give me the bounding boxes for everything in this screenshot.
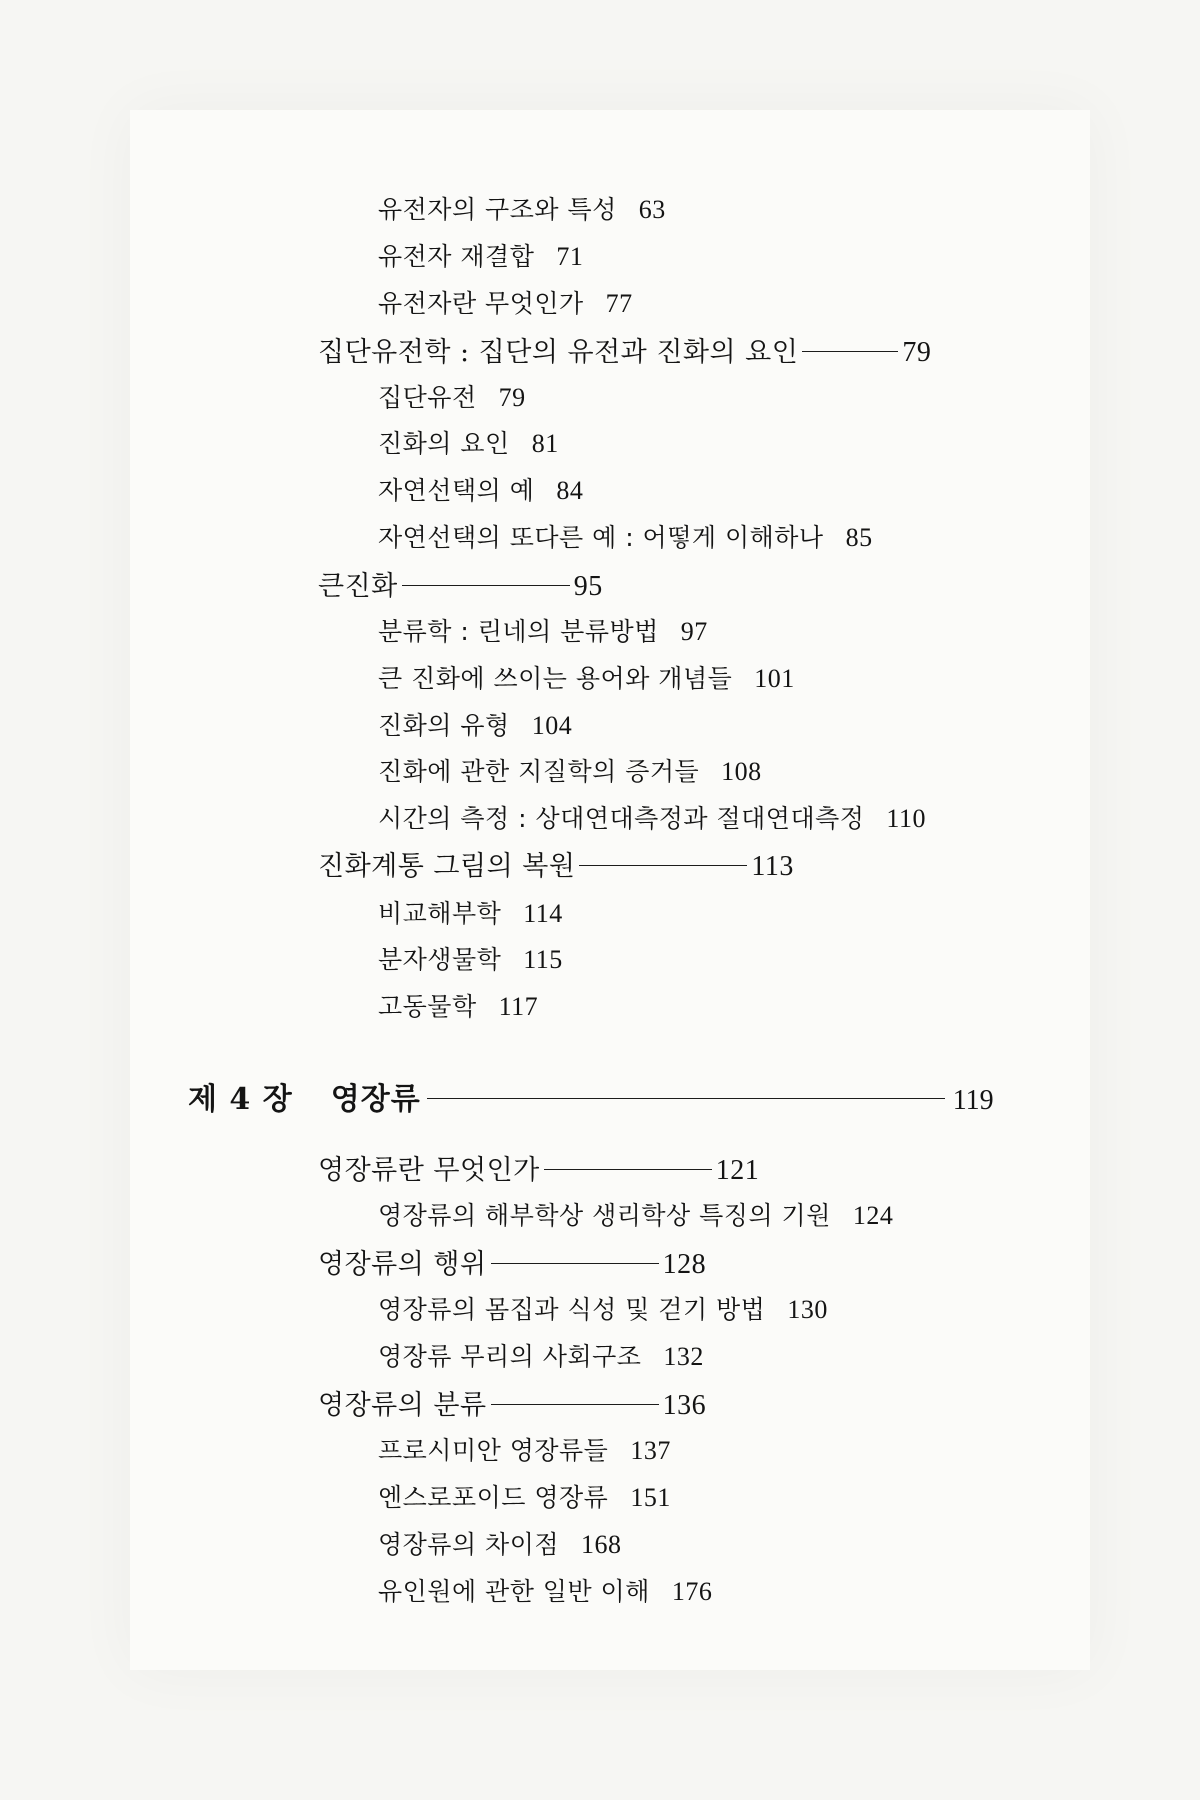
toc-chapter [188, 1074, 994, 1117]
toc-entry [378, 284, 633, 324]
toc-section-title: 영장류란 무엇인가 [318, 1155, 540, 1186]
toc-entry-title: 유전자란 무엇인가 [378, 289, 584, 318]
toc-entry [378, 237, 583, 277]
toc-entry-page: 117 [498, 992, 539, 1021]
toc-entry-page: 81 [531, 429, 559, 458]
toc-entry-title: 분자생물학 [378, 945, 502, 974]
toc-section [318, 564, 603, 604]
toc-entry-title: 영장류의 몸집과 식성 및 걷기 방법 [378, 1295, 766, 1324]
toc-entry [378, 894, 563, 934]
toc-entry-page: 176 [671, 1577, 713, 1606]
toc-entry [378, 1572, 712, 1612]
toc-section [318, 1148, 759, 1188]
toc-entry-title: 진화의 유형 [378, 711, 510, 740]
toc-entry-title: 유인원에 관한 일반 이해 [378, 1577, 650, 1606]
toc-entry-title: 진화의 요인 [378, 429, 510, 458]
toc-entry-title: 집단유전 [378, 383, 477, 412]
toc-entry [378, 799, 926, 839]
toc-section-page: 113 [751, 851, 794, 882]
toc-entry-page: 97 [680, 617, 708, 646]
toc-entry-page: 71 [556, 242, 584, 271]
toc-section [318, 1242, 706, 1282]
toc-entry-page: 63 [638, 195, 666, 224]
toc-section-page: 95 [573, 571, 603, 602]
toc-section-title: 진화계통 그림의 복원 [318, 851, 576, 882]
leader-line [579, 865, 747, 866]
toc-entry [378, 1478, 671, 1518]
toc-section-title: 집단유전학 : 집단의 유전과 진화의 요인 [318, 337, 799, 368]
toc-entry [378, 940, 563, 980]
toc-entry-page: 130 [787, 1295, 828, 1324]
toc-entry-title: 영장류 무리의 사회구조 [378, 1342, 642, 1371]
toc-entry-page: 151 [630, 1483, 671, 1512]
toc-section [318, 844, 794, 884]
toc-entry-title: 진화에 관한 지질학의 증거들 [378, 757, 700, 786]
toc-section [318, 330, 931, 370]
toc-entry-title: 고동물학 [378, 992, 477, 1021]
toc-entry-title: 유전자 재결합 [378, 242, 535, 271]
toc-entry [378, 1196, 893, 1236]
leader-line [802, 351, 898, 352]
toc-entry-title: 프로시미안 영장류들 [378, 1436, 609, 1465]
leader-line [491, 1404, 659, 1405]
toc-entry-page: 104 [531, 711, 573, 740]
leader-line [427, 1098, 945, 1099]
chapter-title: 영장류 [330, 1082, 421, 1117]
toc-section [318, 1383, 706, 1423]
leader-line [491, 1263, 659, 1264]
toc-entry [378, 1337, 704, 1377]
toc-entry-title: 자연선택의 또다른 예 : 어떻게 이해하나 [378, 523, 824, 552]
toc-entry-page: 124 [852, 1201, 894, 1230]
toc-entry-page: 114 [523, 899, 563, 928]
toc-entry-page: 115 [523, 945, 563, 974]
chapter-number: 제 4 장 [188, 1082, 293, 1117]
toc-entry-title: 영장류의 차이점 [378, 1530, 559, 1559]
toc-section-title: 큰진화 [318, 571, 398, 602]
toc-entry [378, 706, 572, 746]
toc-entry [378, 752, 762, 792]
toc-entry [378, 612, 708, 652]
toc-entry [378, 471, 583, 511]
toc-section-page: 136 [662, 1390, 707, 1421]
toc-section-page: 121 [715, 1155, 760, 1186]
toc-entry [378, 518, 873, 558]
toc-entry [378, 659, 795, 699]
toc-entry-page: 110 [886, 804, 926, 833]
toc-entry [378, 378, 526, 418]
toc-section-page: 128 [662, 1249, 707, 1280]
toc-entry-title: 큰 진화에 쓰이는 용어와 개념들 [378, 664, 733, 693]
toc-entry-title: 시간의 측정 : 상대연대측정과 절대연대측정 [378, 804, 865, 833]
toc-entry-page: 79 [498, 383, 526, 412]
toc-entry-page: 168 [581, 1530, 622, 1559]
toc-entry [378, 1525, 622, 1565]
toc-entry-page: 132 [663, 1342, 704, 1371]
toc-entry [378, 190, 666, 230]
toc-entry-page: 77 [605, 289, 633, 318]
toc-section-page: 79 [902, 337, 932, 368]
toc-entry-page: 137 [630, 1436, 671, 1465]
toc-entry-page: 84 [556, 476, 584, 505]
toc-entry-title: 분류학 : 린네의 분류방법 [378, 617, 659, 646]
toc-section-title: 영장류의 분류 [318, 1390, 487, 1421]
toc-entry-title: 자연선택의 예 [378, 476, 535, 505]
toc-section-title: 영장류의 행위 [318, 1249, 487, 1280]
toc-entry [378, 1290, 828, 1330]
toc-entry-title: 유전자의 구조와 특성 [378, 195, 617, 224]
toc-entry-page: 101 [754, 664, 795, 693]
toc-entry-title: 영장류의 해부학상 생리학상 특징의 기원 [378, 1201, 831, 1230]
leader-line [402, 585, 570, 586]
toc-entry-title: 엔스로포이드 영장류 [378, 1483, 609, 1512]
toc-entry-page: 85 [845, 523, 873, 552]
toc-entry-page: 108 [721, 757, 762, 786]
toc-entry-title: 비교해부학 [378, 899, 502, 928]
toc-entry [378, 987, 538, 1027]
toc-entry [378, 424, 559, 464]
toc-entry [378, 1431, 671, 1471]
chapter-page: 119 [952, 1085, 994, 1116]
leader-line [544, 1169, 712, 1170]
